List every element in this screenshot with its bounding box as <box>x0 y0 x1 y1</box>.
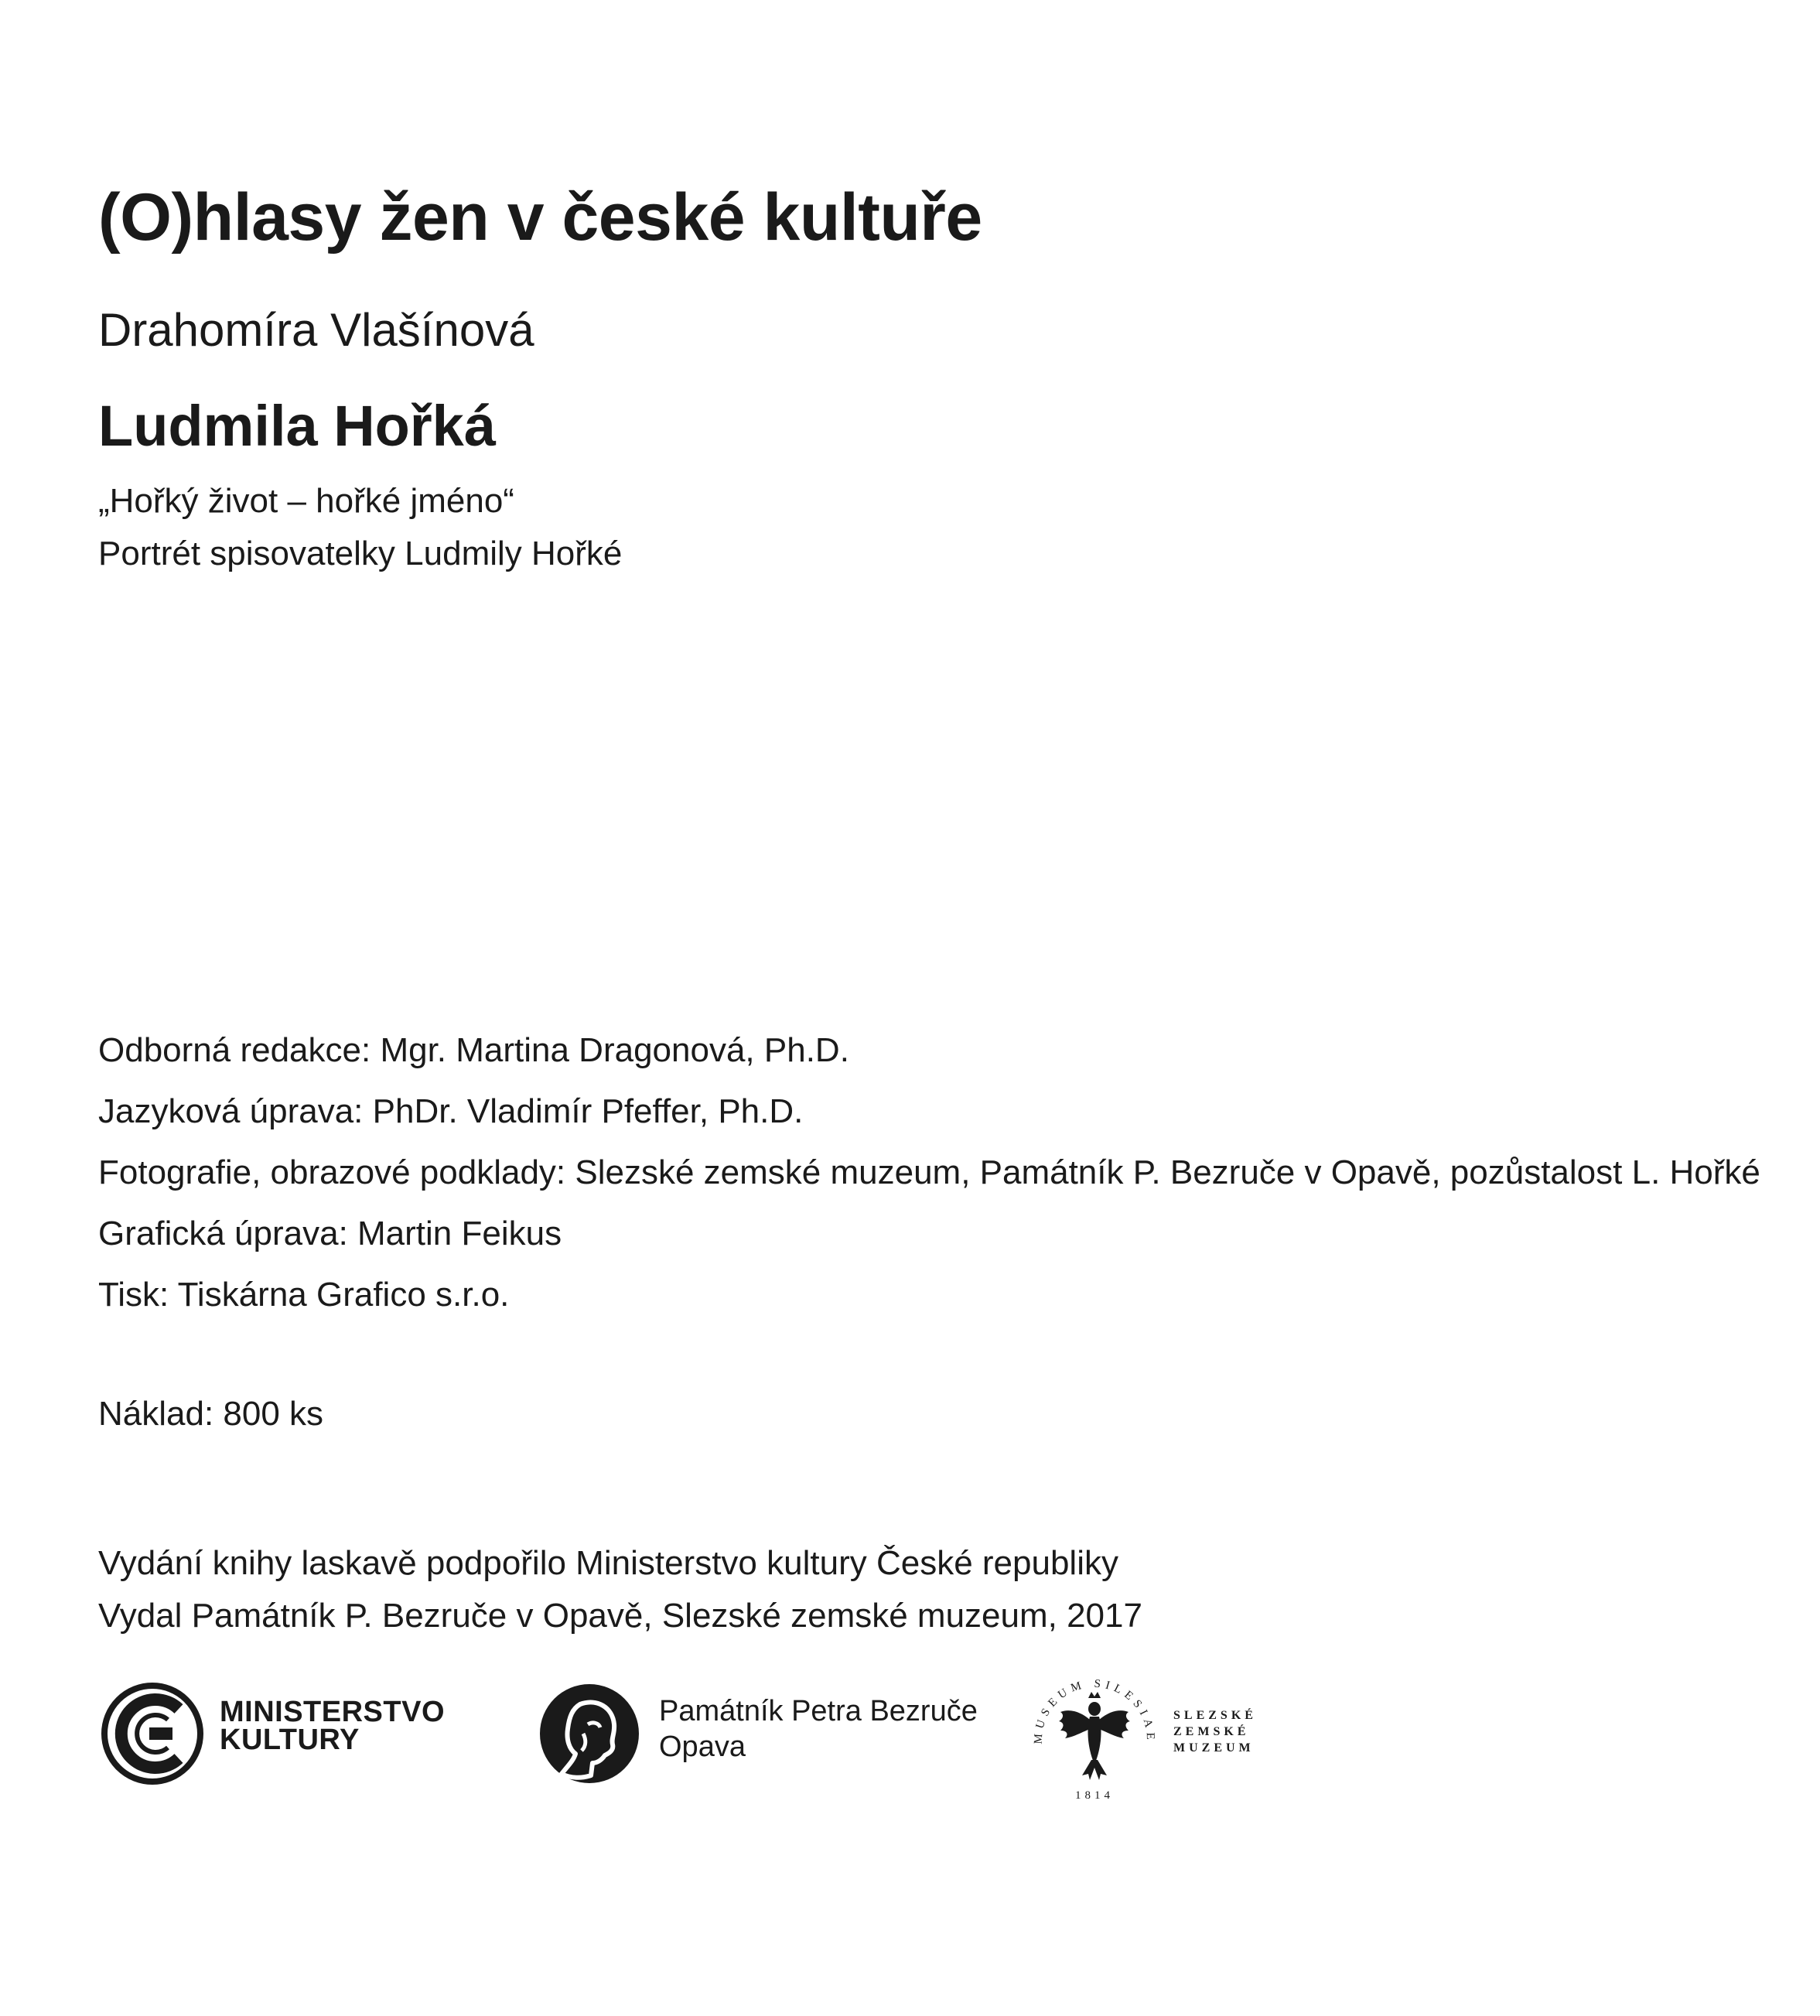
credit-line: Fotografie, obrazové podklady: Slezské zemské muzeum, Památník P. Bezruče v Opavě, pozůstalost L. Hořké <box>98 1153 1760 1191</box>
bezruc-logo-text <box>659 1693 978 1765</box>
credit-line: Tisk: Tiskárna Grafico s.r.o. <box>98 1276 510 1314</box>
credit-line: Jazyková úprava: PhDr. Vladimír Pfeffer, Ph.D. <box>98 1092 804 1130</box>
print-run: Náklad: 800 ks <box>98 1395 324 1433</box>
publisher-line: Vydal Památník P. Bezruče v Opavě, Slezské zemské muzeum, 2017 <box>98 1597 1142 1635</box>
logo-row <box>98 1666 1336 1805</box>
bezruc-logo-line: Opava <box>659 1731 746 1763</box>
book-title: Ludmila Hořká <box>98 394 496 458</box>
bezruc-profile-icon <box>535 1679 644 1788</box>
bezruc-logo-line: Památník Petra Bezruče <box>659 1695 978 1727</box>
credit-line: Odborná redakce: Mgr. Martina Dragonová, Ph.D. <box>98 1031 849 1069</box>
subtitle-line: Portrét spisovatelky Ludmily Hořké <box>98 535 623 572</box>
ministry-logo-line: MINISTERSTVO <box>220 1696 446 1728</box>
credits-list <box>98 1020 1760 1325</box>
book-subtitle <box>98 475 622 580</box>
svg-text:1814: 1814 <box>1075 1789 1114 1802</box>
credit-line: Grafická úprava: Martin Feikus <box>98 1215 562 1252</box>
subtitle-line: „Hořký život – hořké jméno“ <box>98 482 514 520</box>
svg-text:MUSEUM SILESIAE: MUSEUM SILESIAE <box>1032 1677 1157 1745</box>
museum-logo-line: ZEMSKÉ <box>1173 1725 1250 1738</box>
ministry-logo-line: KULTURY <box>220 1724 360 1756</box>
ministry-of-culture-icon <box>98 1679 207 1788</box>
publisher-info <box>98 1537 1142 1642</box>
series-title: (O)hlasy žen v české kultuře <box>98 180 982 255</box>
ministry-logo-text <box>220 1698 445 1754</box>
editor-name: Drahomíra Vlašínová <box>98 304 534 356</box>
museum-logo-line: SLEZSKÉ <box>1173 1709 1257 1722</box>
museum-logo-text <box>1173 1707 1257 1756</box>
eagle-seal-icon <box>1025 1666 1164 1805</box>
museum-logo-line: MUZEUM <box>1173 1741 1255 1755</box>
publisher-line: Vydání knihy laskavě podpořilo Ministerstvo kultury České republiky <box>98 1544 1118 1582</box>
